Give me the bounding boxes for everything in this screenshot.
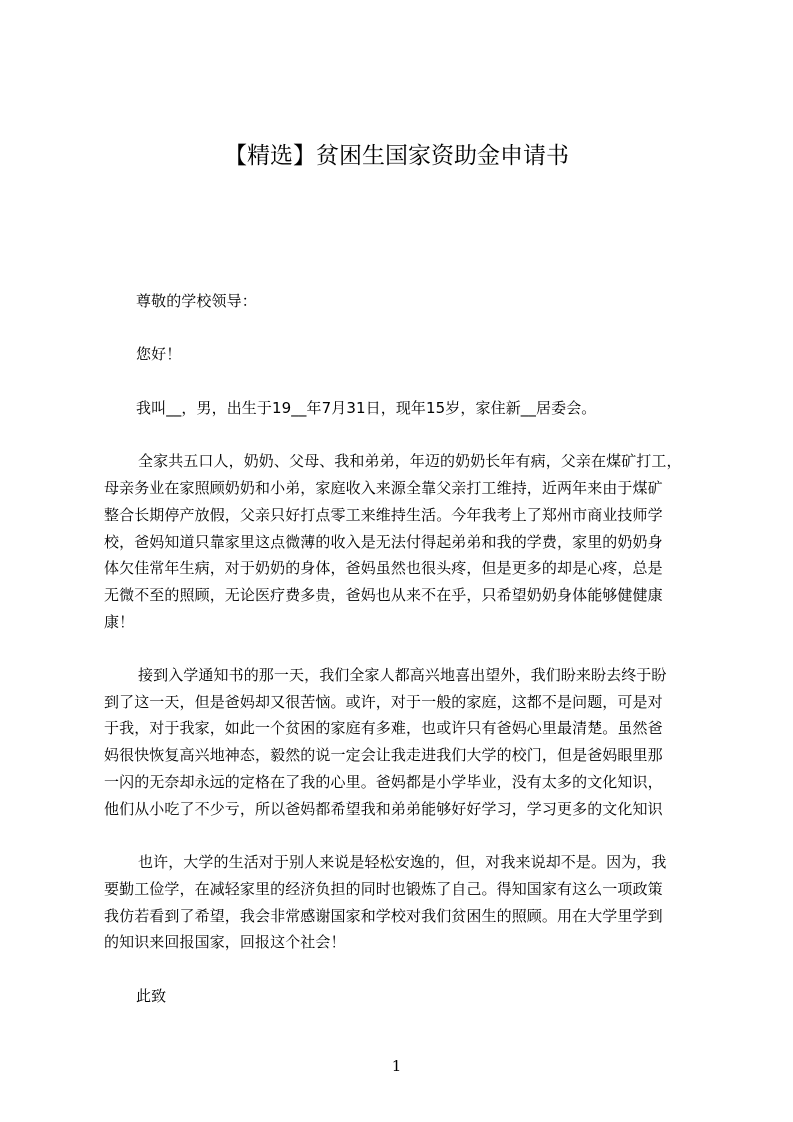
paragraph-2-line: 他们从小吃了不少亏，所以爸妈都希望我和弟弟能够好好学习，学习更多的文化知识 [104, 800, 663, 818]
intro-line: 我叫__，男，出生于19__年7月31日，现年15岁，家住新__居委会。 [136, 399, 597, 417]
paragraph-1-line: 康！ [104, 613, 135, 631]
closing: 此致 [136, 987, 167, 1005]
paragraph-1-line: 无微不至的照顾，无论医疗费多贵，爸妈也从来不在乎，只希望奶奶身体能够健健康 [104, 586, 663, 604]
paragraph-3-line: 我仿若看到了希望，我会非常感谢国家和学校对我们贫困生的照顾。用在大学里学到 [104, 907, 663, 925]
paragraph-2-line: 妈很快恢复高兴地神态，毅然的说一定会让我走进我们大学的校门，但是爸妈眼里那 [104, 746, 663, 764]
paragraph-2-line: 到了这一天，但是爸妈却又很苦恼。或许，对于一般的家庭，这都不是问题，可是对 [104, 693, 663, 711]
paragraph-2-line: 于我，对于我家，如此一个贫困的家庭有多难，也或许只有爸妈心里最清楚。虽然爸 [104, 719, 663, 737]
salutation: 尊敬的学校领导： [136, 292, 257, 310]
paragraph-3-line: 也许，大学的生活对于别人来说是轻松安逸的，但，对我来说却不是。因为，我 [138, 853, 667, 871]
paragraph-1-line: 全家共五口人，奶奶、父母、我和弟弟，年迈的奶奶长年有病，父亲在煤矿打工， [138, 452, 682, 470]
paragraph-1-line: 校，爸妈知道只靠家里这点微薄的收入是无法付得起弟弟和我的学费，家里的奶奶身 [104, 533, 663, 551]
paragraph-1-line: 整合长期停产放假，父亲只好打点零工来维持生活。今年我考上了郑州市商业技师学 [104, 506, 663, 524]
paragraph-1-line: 体欠佳常年生病，对于奶奶的身体，爸妈虽然也很头疼，但是更多的却是心疼，总是 [104, 559, 663, 577]
paragraph-3-line: 的知识来回报国家，回报这个社会！ [104, 933, 346, 951]
paragraph-1-line: 母亲务业在家照顾奶奶和小弟，家庭收入来源全靠父亲打工维持，近两年来由于煤矿 [104, 479, 663, 497]
page-number: 1 [391, 1057, 402, 1075]
greeting: 您好！ [136, 345, 182, 363]
paragraph-2-line: 一闪的无奈却永远的定格在了我的心里。爸妈都是小学毕业，没有太多的文化知识， [104, 773, 663, 791]
paragraph-2-line: 接到入学通知书的那一天，我们全家人都高兴地喜出望外，我们盼来盼去终于盼 [138, 666, 667, 684]
document-title: 【精选】贫困生国家资助金申请书 [224, 143, 569, 169]
paragraph-3-line: 要勤工俭学，在减轻家里的经济负担的同时也锻炼了自己。得知国家有这么一项政策 [104, 880, 663, 898]
